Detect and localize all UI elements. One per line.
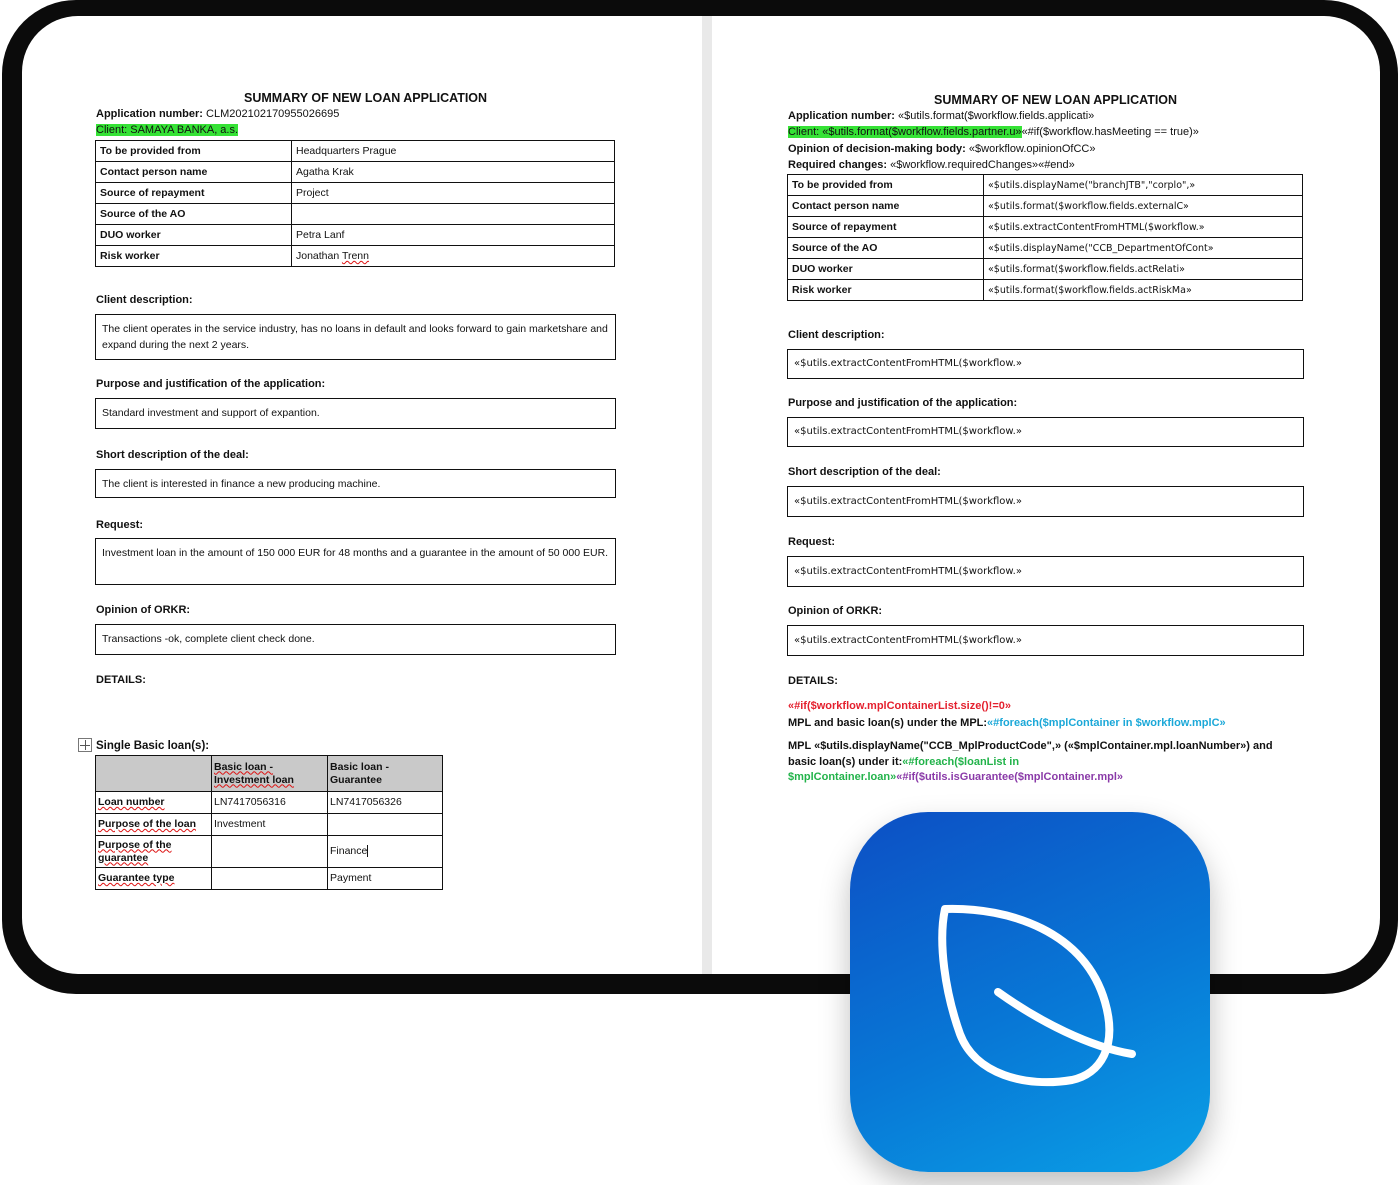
table-row	[96, 246, 615, 267]
loan-cell[interactable]	[212, 868, 328, 890]
info-value[interactable]: «$utils.extractContentFromHTML($workflow.»	[984, 217, 1303, 238]
table-row	[96, 836, 443, 868]
info-label: Source of the AO	[96, 204, 292, 225]
loan-cell[interactable]: Payment	[328, 868, 443, 890]
section-heading: Short description of the deal:	[96, 449, 249, 461]
loan-cell[interactable]	[328, 814, 443, 836]
code-if-line: «#if($workflow.mplContainerList.size()!=0»	[788, 700, 1011, 712]
risk-worker-last: Trenn	[341, 250, 369, 262]
info-value[interactable]: «$utils.displayName("branchJTB","corplo",»	[984, 175, 1303, 196]
section-textbox[interactable]: «$utils.extractContentFromHTML($workflow.»	[787, 625, 1304, 656]
info-table	[95, 140, 615, 267]
table-row	[96, 225, 615, 246]
section-textbox[interactable]: Standard investment and support of expantion.	[95, 398, 616, 429]
table-row	[788, 175, 1303, 196]
info-label: Source of the AO	[788, 238, 984, 259]
required-changes-line: Required changes: «$workflow.requiredChanges»«#end»	[788, 159, 1075, 171]
info-value[interactable]: Petra Lanf	[292, 225, 615, 246]
section-textbox[interactable]: The client operates in the service industry, has no loans in default and looks forward to gain marketshare and expand during the next 2 years.	[95, 314, 616, 360]
table-row	[788, 238, 1303, 259]
loan-header-guarantee: Basic loan - Guarantee	[328, 756, 443, 792]
info-table	[787, 174, 1303, 301]
info-label: To be provided from	[96, 141, 292, 162]
table-row	[788, 259, 1303, 280]
info-value[interactable]: «$utils.format($workflow.fields.actRelati»	[984, 259, 1303, 280]
text-cursor	[367, 845, 368, 857]
info-label: To be provided from	[788, 175, 984, 196]
section-heading: Client description:	[96, 294, 193, 306]
loan-cell[interactable]: Investment	[212, 814, 328, 836]
info-label: Source of repayment	[788, 217, 984, 238]
loan-cell[interactable]: LN7417056326	[328, 792, 443, 814]
section-textbox[interactable]: «$utils.extractContentFromHTML($workflow.»	[787, 556, 1304, 587]
loan-table	[95, 755, 443, 890]
page-divider	[702, 16, 712, 974]
section-heading: Client description:	[788, 329, 885, 341]
section-heading: Purpose and justification of the application:	[96, 378, 326, 390]
risk-worker-first: Jonathan	[296, 250, 342, 262]
section-heading: Opinion of ORKR:	[96, 604, 191, 616]
table-row	[788, 217, 1303, 238]
section-textbox[interactable]: Investment loan in the amount of 150 000 EUR for 48 months and a guarantee in the amount of 50 000 EUR.	[95, 538, 616, 585]
table-row	[96, 868, 443, 890]
loan-cell[interactable]	[212, 836, 328, 868]
table-row	[788, 280, 1303, 301]
app-logo	[850, 812, 1210, 1172]
table-row	[96, 141, 615, 162]
info-label: Contact person name	[788, 196, 984, 217]
details-label: DETAILS:	[96, 674, 146, 686]
loan-row-label: Purpose of the guarantee	[96, 836, 212, 868]
client-line: Client: «$utils.format($workflow.fields.partner.u»«#if($workflow.hasMeeting == true)»	[788, 126, 1199, 138]
loan-header-empty	[96, 756, 212, 792]
info-label: Risk worker	[788, 280, 984, 301]
info-label: DUO worker	[788, 259, 984, 280]
table-row	[96, 183, 615, 204]
loan-row-label: Guarantee type	[96, 868, 212, 890]
opinion-line: Opinion of decision-making body: «$workflow.opinionOfCC»	[788, 143, 1096, 155]
section-heading: Opinion of ORKR:	[788, 605, 883, 617]
info-value[interactable]	[292, 246, 615, 267]
filled-document-page	[22, 16, 702, 974]
info-value[interactable]: Project	[292, 183, 615, 204]
info-value[interactable]: «$utils.format($workflow.fields.externalC»	[984, 196, 1303, 217]
application-number: Application number: «$utils.format($workflow.fields.applicati»	[788, 110, 1095, 122]
mpl-line: MPL and basic loan(s) under the MPL:«#foreach($mplContainer in $workflow.mplC»	[788, 717, 1226, 729]
mpl-detail-line-2: basic loan(s) under it:«#foreach($loanList in	[788, 756, 1020, 768]
info-value[interactable]: Headquarters Prague	[292, 141, 615, 162]
table-move-handle-icon[interactable]	[78, 738, 92, 752]
page-title: SUMMARY OF NEW LOAN APPLICATION	[934, 93, 1178, 107]
leaf-icon	[850, 812, 1210, 1172]
loan-cell[interactable]: LN7417056316	[212, 792, 328, 814]
info-label: Risk worker	[96, 246, 292, 267]
table-row	[96, 162, 615, 183]
info-value[interactable]: «$utils.format($workflow.fields.actRiskMa»	[984, 280, 1303, 301]
client-line: Client: SAMAYA BANKA, a.s.	[96, 124, 239, 136]
mpl-detail-line-3: $mplContainer.loan»«#if($utils.isGuarantee($mplContainer.mpl»	[788, 771, 1123, 783]
table-row	[788, 196, 1303, 217]
info-value[interactable]	[292, 204, 615, 225]
info-value[interactable]: Agatha Krak	[292, 162, 615, 183]
info-label: DUO worker	[96, 225, 292, 246]
section-heading: Request:	[788, 536, 836, 548]
details-label: DETAILS:	[788, 675, 838, 687]
single-loans-label: Single Basic loan(s):	[96, 740, 210, 752]
section-textbox[interactable]: «$utils.extractContentFromHTML($workflow.»	[787, 486, 1304, 517]
section-textbox[interactable]: The client is interested in finance a new producing machine.	[95, 469, 616, 498]
loan-header-investment: Basic loan - Investment loan	[212, 756, 328, 792]
table-row	[96, 792, 443, 814]
mpl-detail-line: MPL «$utils.displayName("CCB_MplProductCode",» («$mplContainer.mpl.loanNumber») and	[788, 740, 1273, 752]
section-heading: Request:	[96, 519, 144, 531]
section-heading: Short description of the deal:	[788, 466, 941, 478]
loan-row-label: Loan number	[96, 792, 212, 814]
section-textbox[interactable]: «$utils.extractContentFromHTML($workflow.»	[787, 417, 1304, 447]
table-row	[96, 204, 615, 225]
loan-row-label: Purpose of the loan	[96, 814, 212, 836]
loan-cell-active[interactable]: Finance	[328, 836, 443, 868]
page-title: SUMMARY OF NEW LOAN APPLICATION	[244, 91, 488, 105]
section-textbox[interactable]: Transactions -ok, complete client check done.	[95, 624, 616, 655]
section-textbox[interactable]: «$utils.extractContentFromHTML($workflow.»	[787, 349, 1304, 379]
section-heading: Purpose and justification of the application:	[788, 397, 1018, 409]
table-row	[96, 814, 443, 836]
application-number: Application number: CLM202102170955026695	[96, 108, 340, 120]
info-label: Contact person name	[96, 162, 292, 183]
info-value[interactable]: «$utils.displayName("CCB_DepartmentOfCont»	[984, 238, 1303, 259]
info-label: Source of repayment	[96, 183, 292, 204]
